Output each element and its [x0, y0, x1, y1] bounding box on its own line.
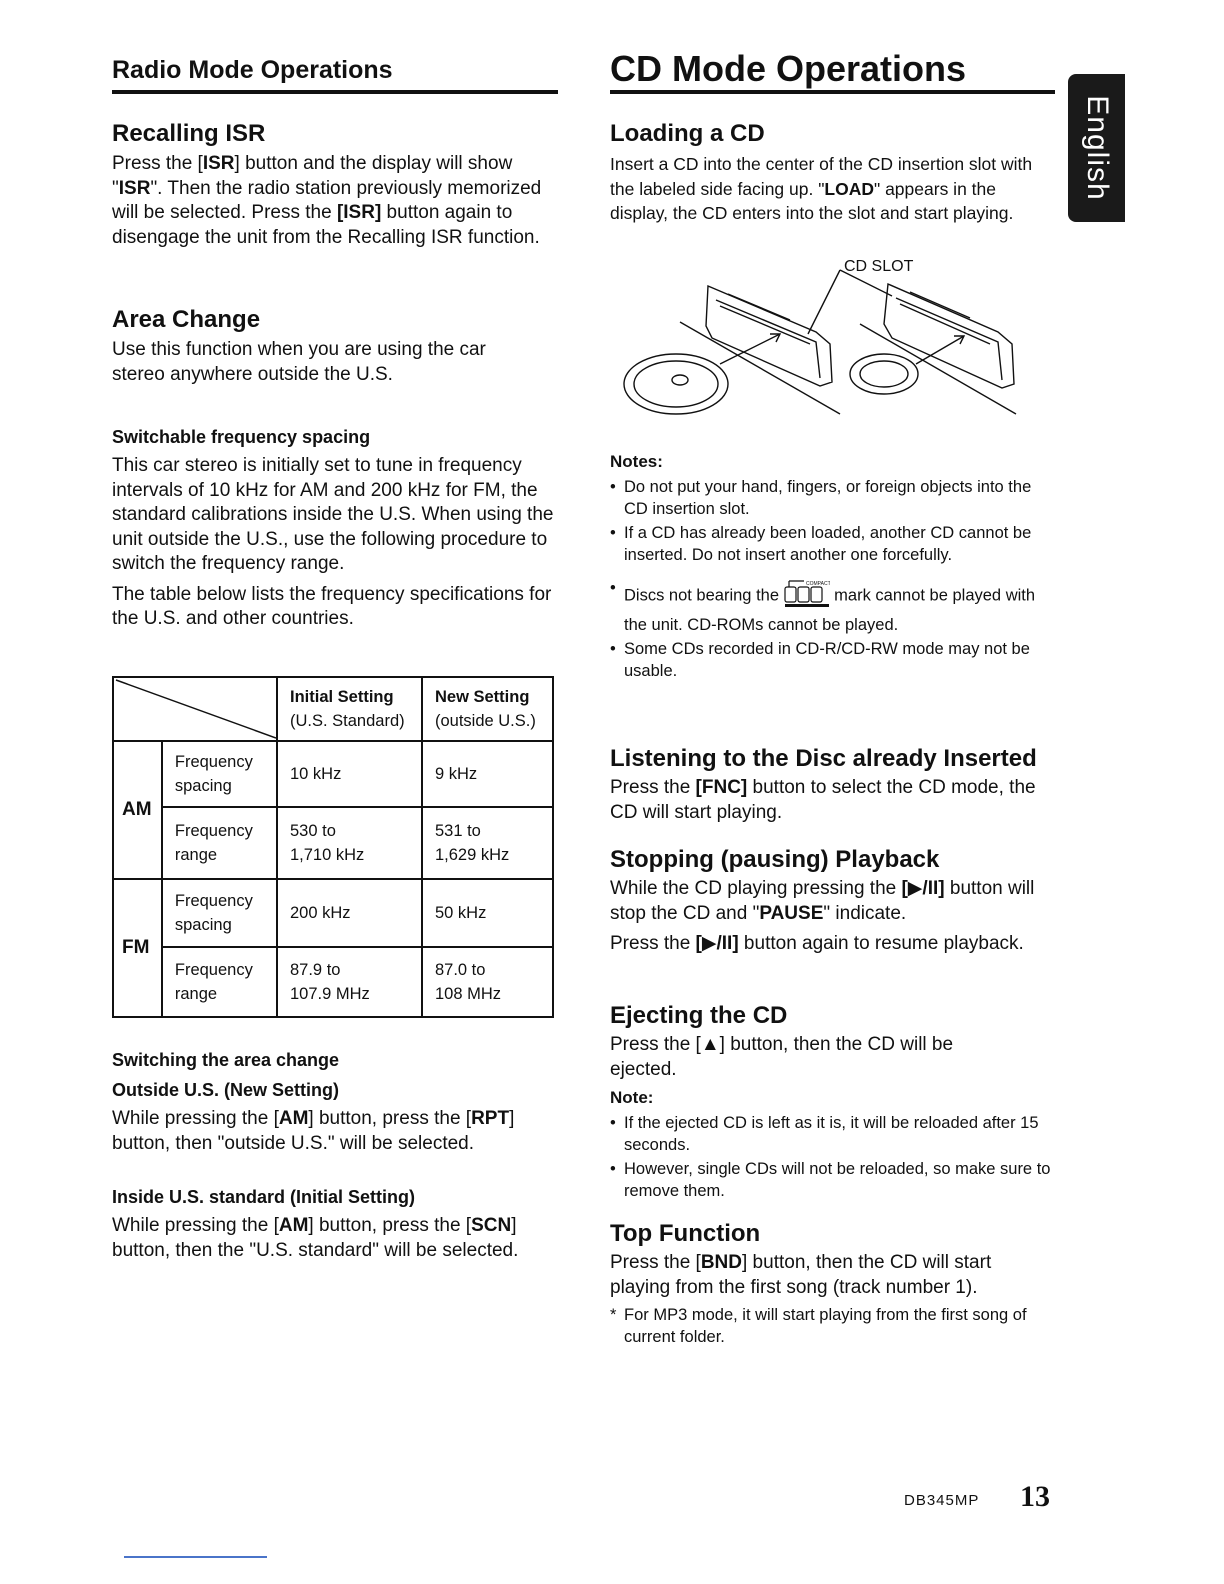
list-item: • If the ejected CD is left as it is, it will be reloaded after 15 seconds. [610, 1113, 1055, 1156]
cd-slot-illustration [620, 254, 1030, 424]
page-number: 13 [1020, 1480, 1050, 1513]
stopping-heading: Stopping (pausing) Playback [610, 846, 940, 873]
list-item: • However, single CDs will not be reloaded, so make sure to remove them. [610, 1159, 1055, 1202]
ejecting-heading: Ejecting the CD [610, 1002, 788, 1029]
table-row [113, 807, 553, 879]
area-change-text: Use this function when you are using the car stereo anywhere outside the U.S. [112, 339, 486, 385]
footnote-asterisk: * [610, 1306, 617, 1324]
radio-section-title: Radio Mode Operations [112, 56, 393, 84]
am-label: AM [113, 741, 162, 879]
compact-disc-logo-icon [784, 578, 830, 615]
svg-text:COMPACT: COMPACT [805, 581, 830, 587]
inside-us-heading: Inside U.S. standard (Initial Setting) [112, 1187, 416, 1207]
table-cell-param: Frequency range [162, 807, 277, 879]
listening-section [610, 745, 1060, 825]
initial-setting-header: Initial Setting (U.S. Standard) [277, 677, 422, 741]
model-number: DB345MP [904, 1492, 980, 1509]
table-cell-initial: 530 to 1,710 kHz [277, 807, 422, 879]
table-cell-new: 50 kHz [422, 879, 553, 947]
table-row [113, 879, 553, 947]
list-item: • Do not put your hand, fingers, or foreign objects into the CD insertion slot. [610, 477, 1055, 520]
resume-text: Press the [▶/II] button again to resume playback. [610, 933, 1024, 954]
table-cell-new: 9 kHz [422, 741, 553, 807]
inside-us-text: While pressing the [AM] button, press the [SCN] button, then the "U.S. standard" will be selected. [112, 1215, 519, 1261]
table-cell-initial: 200 kHz [277, 879, 422, 947]
table-row [113, 741, 553, 807]
notes-heading: Notes: [610, 452, 663, 471]
switching-section [112, 1048, 558, 1263]
switchable-heading: Switchable frequency spacing [112, 427, 371, 447]
ejecting-notes-list [610, 1113, 1055, 1202]
fm-label: FM [113, 879, 162, 1017]
radio-section-rule [112, 90, 558, 94]
ejecting-section [610, 1002, 1055, 1205]
cd-slot-figure [620, 254, 1030, 424]
recalling-isr-heading: Recalling ISR [112, 120, 266, 147]
switchable-section [112, 425, 558, 632]
list-item: • Discs not bearing the COMPACT mark cannot be played with the unit. CD-ROMs cannot be played. [610, 578, 1055, 636]
ejecting-text: Press the [▲] button, then the CD will be ejected. [610, 1034, 954, 1080]
table-cell-new: 87.0 to 108 MHz [422, 947, 553, 1017]
cd-section-rule [610, 90, 1055, 94]
switchable-paragraph-2: The table below lists the frequency specifications for the U.S. and other countries. [112, 583, 552, 629]
loading-cd-heading: Loading a CD [610, 120, 765, 147]
area-change-section [112, 306, 532, 387]
stopping-text: While the CD playing pressing the [▶/II] button will stop the CD and "PAUSE" indicate. [610, 878, 1035, 924]
list-item: • Some CDs recorded in CD-R/CD-RW mode may not be usable. [610, 639, 1055, 682]
switchable-paragraph-1: This car stereo is initially set to tune in frequency intervals of 10 kHz for AM and 200 kHz for FM, the standard calibrations inside the U.S. When using the unit outside the U.S., use the following procedure to switch the frequency range. [112, 455, 554, 574]
notes-section [610, 450, 1055, 685]
listening-heading: Listening to the Disc already Inserted [610, 745, 1037, 772]
table-cell-initial: 10 kHz [277, 741, 422, 807]
listening-text: Press the [FNC] button to select the CD mode, the CD will start playing. [610, 777, 1036, 823]
cd-slot-label: CD SLOT [844, 258, 914, 275]
top-function-section [610, 1220, 1055, 1348]
recalling-isr-text: Press the [ISR] button and the display will show "ISR". Then the radio station previously memorized will be selected. Press the [ISR] button again to disengage the unit from the Recalling ISR function. [112, 153, 542, 248]
table-cell-initial: 87.9 to 107.9 MHz [277, 947, 422, 1017]
list-item: • If a CD has already been loaded, another CD cannot be inserted. Do not insert another one forcefully. [610, 523, 1055, 566]
loading-cd-text: Insert a CD into the center of the CD insertion slot with the labeled side facing up. "LOAD" appears in the display, the CD enters into the slot and start playing. [610, 154, 1033, 223]
loading-cd-section [610, 120, 1055, 226]
notes-list [610, 477, 1055, 682]
table-cell-param: Frequency range [162, 947, 277, 1017]
outside-us-text: While pressing the [AM] button, press the [RPT] button, then "outside U.S." will be selected. [112, 1108, 515, 1154]
language-tab-label: English [1080, 95, 1114, 201]
top-function-footnote: * For MP3 mode, it will start playing from the first song of current folder. [610, 1306, 1027, 1346]
new-setting-header: New Setting (outside U.S.) [422, 677, 553, 741]
table-header-row [113, 677, 553, 741]
table-corner-cell [113, 677, 277, 741]
cd-section-title: CD Mode Operations [610, 48, 967, 89]
top-function-text: Press the [BND] button, then the CD will start playing from the first song (track number 1). [610, 1252, 992, 1298]
recalling-isr-section [112, 120, 558, 250]
stopping-section [610, 846, 1055, 957]
area-change-heading: Area Change [112, 306, 261, 333]
diagonal-line [114, 678, 276, 740]
outside-us-heading: Outside U.S. (New Setting) [112, 1080, 340, 1100]
ejecting-note-heading: Note: [610, 1088, 654, 1107]
frequency-table [112, 676, 554, 1018]
language-tab [1068, 74, 1125, 222]
table-cell-param: Frequency spacing [162, 879, 277, 947]
top-function-heading: Top Function [610, 1220, 761, 1247]
switching-heading: Switching the area change [112, 1050, 340, 1070]
table-cell-param: Frequency spacing [162, 741, 277, 807]
table-row [113, 947, 553, 1017]
bottom-divider [124, 1556, 267, 1558]
table-cell-new: 531 to 1,629 kHz [422, 807, 553, 879]
